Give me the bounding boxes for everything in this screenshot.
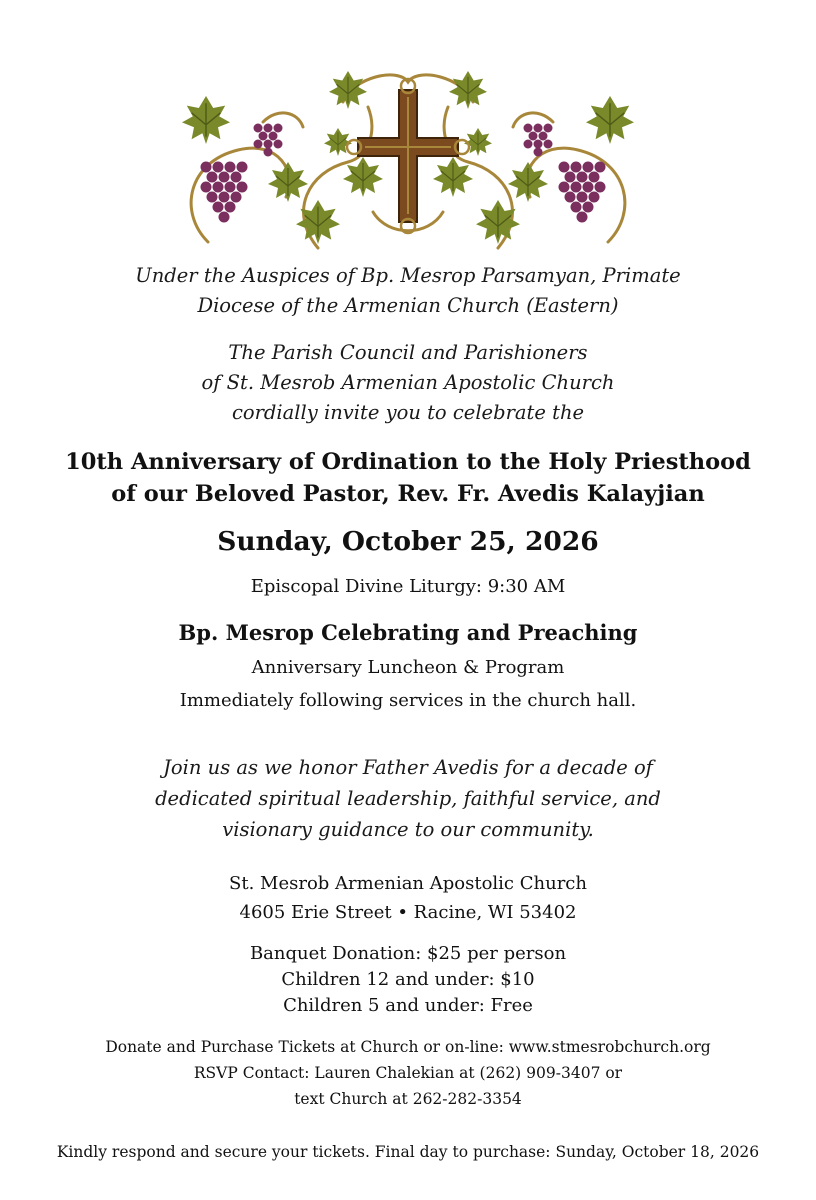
tribute-line-1: Join us as we honor Father Avedis for a decade of <box>163 756 653 779</box>
price-child-5: Children 5 and under: Free <box>283 995 533 1016</box>
celebrant-heading: Bp. Mesrop Celebrating and Preaching <box>178 620 638 645</box>
headline-line-1: 10th Anniversary of Ordination to the Holy Priesthood <box>65 449 751 475</box>
contact-line-2: RSVP Contact: Lauren Chalekian at (262) 909-3407 or <box>193 1064 623 1082</box>
liturgy-time: Episcopal Divine Liturgy: 9:30 AM <box>250 576 566 597</box>
luncheon-line-2: Immediately following services in the church hall. <box>179 690 637 711</box>
invitation-line-1: The Parish Council and Parishioners <box>228 341 588 364</box>
contact-line-3: text Church at 262-282-3354 <box>294 1090 522 1108</box>
contact-line-1: Donate and Purchase Tickets at Church or on-line: www.stmesrobchurch.org <box>105 1038 711 1056</box>
luncheon-line-1: Anniversary Luncheon & Program <box>251 657 565 678</box>
tribute-line-3: visionary guidance to our community. <box>222 818 594 841</box>
tribute-line-2: dedicated spiritual leadership, faithful service, and <box>155 787 661 810</box>
venue-name: St. Mesrob Armenian Apostolic Church <box>229 873 587 894</box>
invitation-line-2: of St. Mesrob Armenian Apostolic Church <box>201 371 615 394</box>
auspices-line-1: Under the Auspices of Bp. Mesrop Parsamyan, Primate <box>135 264 681 287</box>
purchase-deadline: Kindly respond and secure your tickets. Final day to purchase: Sunday, October 18, 2026 <box>56 1143 760 1161</box>
price-adult: Banquet Donation: $25 per person <box>249 943 567 964</box>
price-child-12: Children 12 and under: $10 <box>281 969 535 990</box>
cross-with-grapevine-icon <box>168 62 648 258</box>
invitation-line-3: cordially invite you to celebrate the <box>231 401 585 424</box>
event-date: Sunday, October 25, 2026 <box>217 526 599 557</box>
auspices-line-2: Diocese of the Armenian Church (Eastern) <box>197 294 619 317</box>
venue-address: 4605 Erie Street • Racine, WI 53402 <box>239 902 577 923</box>
headline-line-2: of our Beloved Pastor, Rev. Fr. Avedis Kalayjian <box>111 481 705 507</box>
